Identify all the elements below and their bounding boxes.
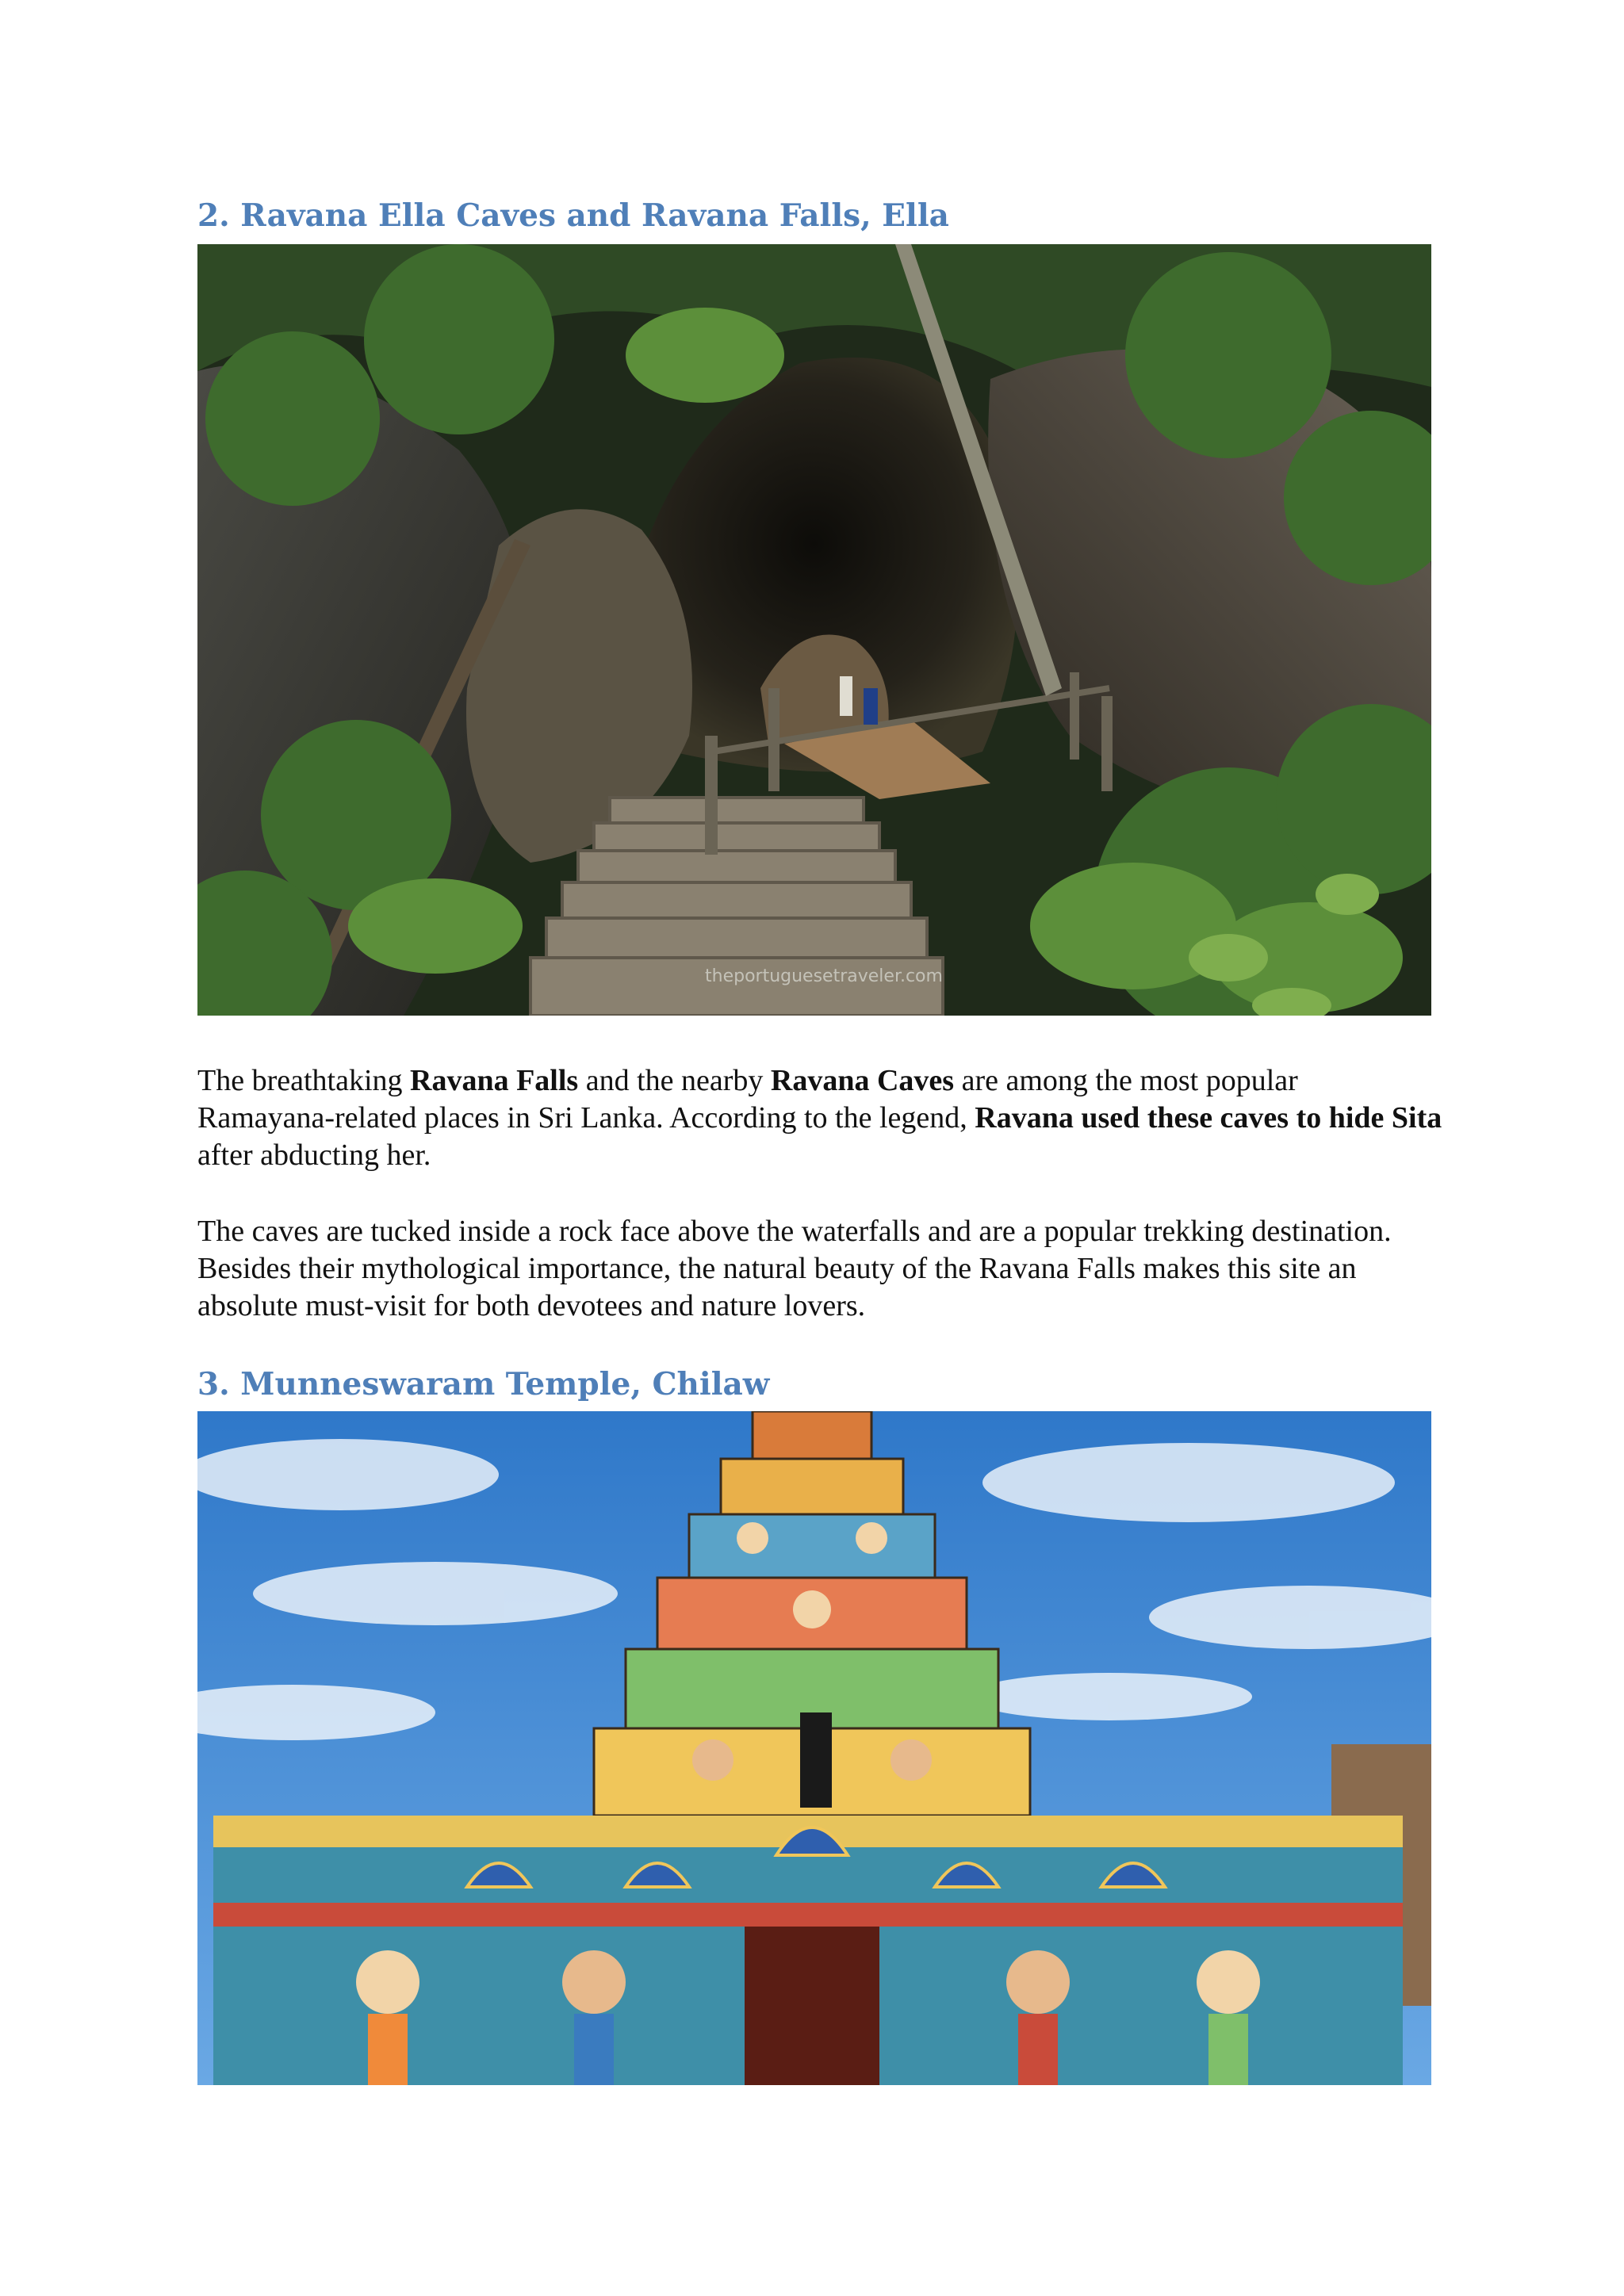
ravana-ella-cave-photo — [197, 244, 1431, 1016]
cave-illustration — [197, 244, 1431, 1016]
temple-illustration — [197, 1411, 1431, 2085]
image-watermark: theportuguesetraveler.com — [705, 966, 943, 986]
section-heading-ravana-ella: 2. Ravana Ella Caves and Ravana Falls, Ella — [197, 197, 949, 234]
section-heading-munneswaram: 3. Munneswaram Temple, Chilaw — [197, 1366, 770, 1402]
munneswaram-temple-photo — [197, 1411, 1431, 2085]
bold-ravana-falls: Ravana Falls — [410, 1064, 579, 1097]
ravana-paragraph-2: The caves are tucked inside a rock face above the waterfalls and are a popular trekking destination. Besides their mythological importance, the natural beauty of the Ravana Falls makes this site an absolute must-visit for both devotees and nature lovers. — [197, 1215, 1392, 1322]
ravana-paragraph-1: The breathtaking Ravana Falls and the nearby Ravana Caves are among the most popular Ramayana-related places in Sri Lanka. According to the legend, Ravana used these caves to hide Sita after abducting her. — [197, 1064, 1442, 1172]
bold-legend: Ravana used these caves to hide Sita — [975, 1101, 1442, 1135]
bold-ravana-caves: Ravana Caves — [770, 1064, 955, 1097]
